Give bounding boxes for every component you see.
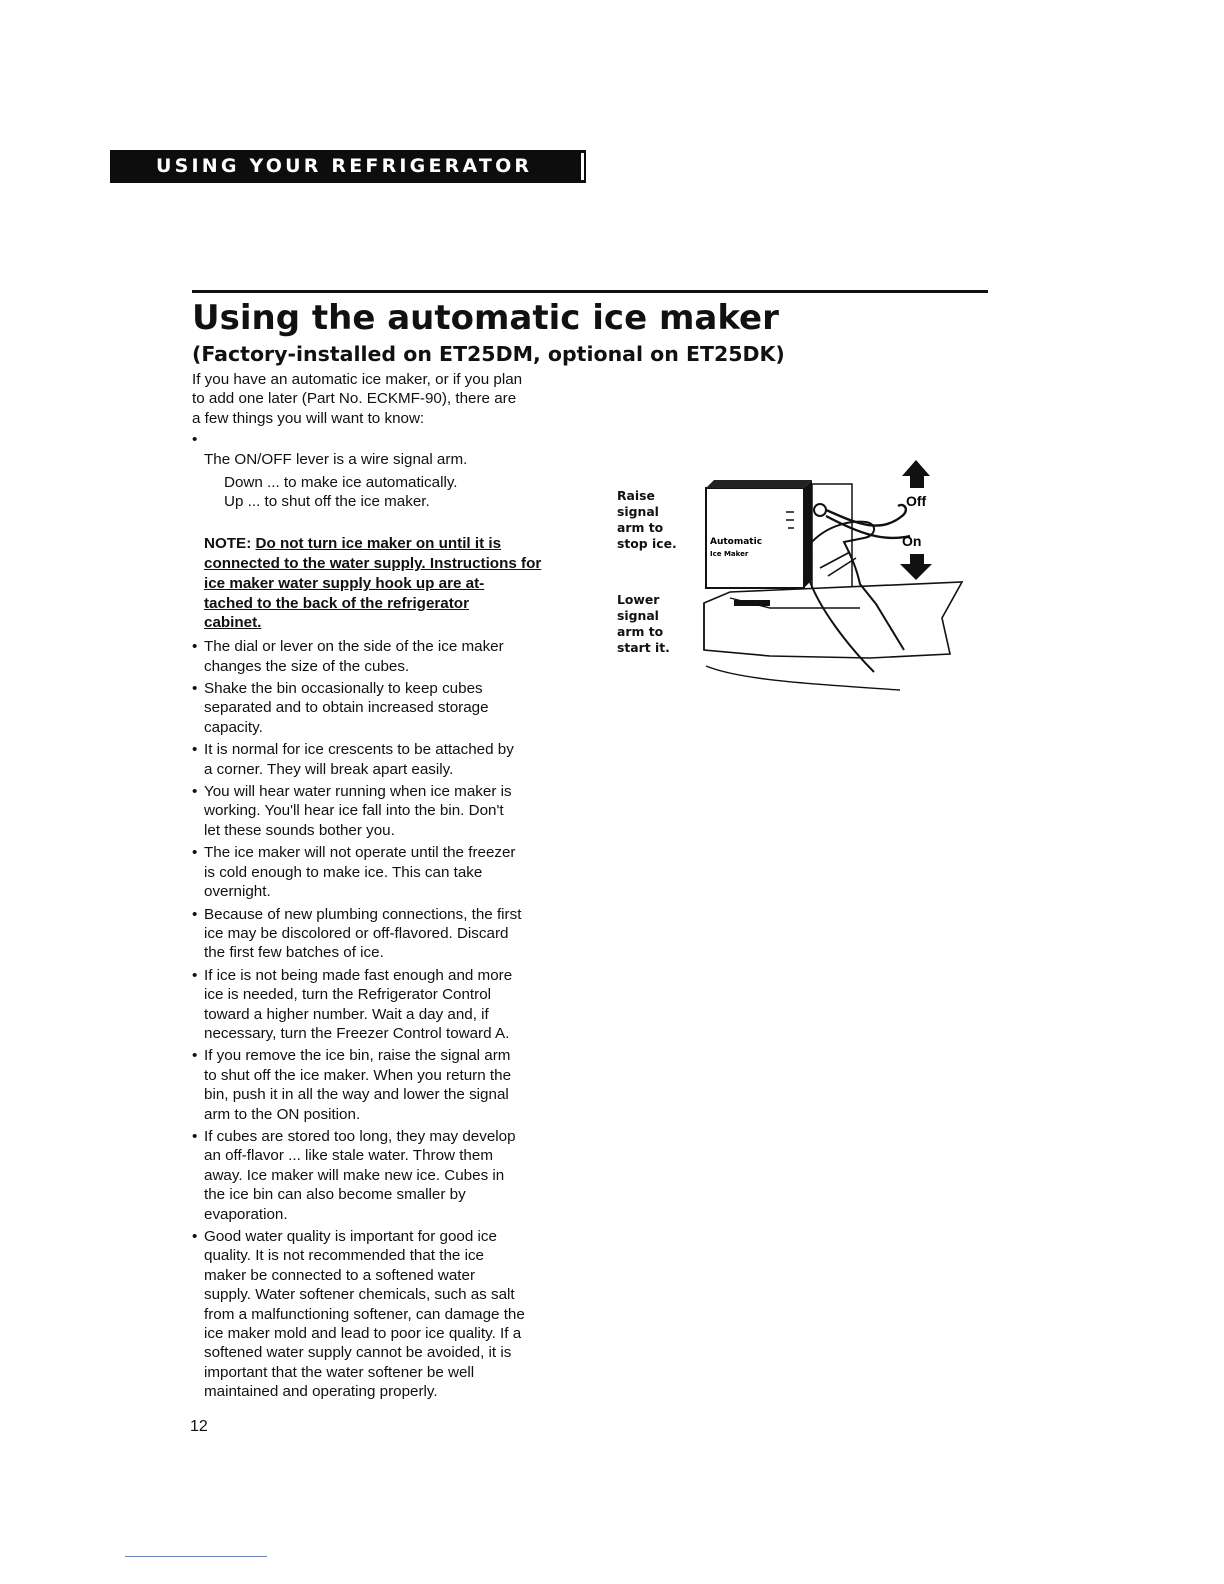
arrow-down-icon	[900, 564, 932, 580]
list-item: • Because of new plumbing connections, the first ice may be discolored or off-flavored. Discard the first few batches of ice.	[192, 905, 592, 963]
on-label: On	[902, 533, 922, 549]
list-item: • If ice is not being made fast enough and more ice is needed, turn the Refrigerator Control toward a higher number. Wait a day and, if necessary, turn the Freezer Control toward A.	[192, 966, 592, 1044]
page-number: 12	[190, 1418, 208, 1435]
list-item: • Good water quality is important for good ice quality. It is not recommended that the ice maker be connected to a softened water supply. Water softener chemicals, such as salt from a malfunctioning softener, can damage the ice maker mold and lead to poor ice quality. If a softened water supply cannot be avoided, it is important that the water softener be well maintained and operating properly.	[192, 1227, 592, 1402]
list-item-text: The ON/OFF lever is a wire signal arm.	[204, 450, 468, 468]
list-item: • The ice maker will not operate until the freezer is cold enough to make ice. This can take overnight.	[192, 843, 592, 901]
list-item: • It is normal for ice crescents to be attached by a corner. They will break apart easily.	[192, 740, 592, 779]
list-item	[192, 430, 592, 531]
section-banner	[110, 150, 586, 183]
page-subtitle: (Factory-installed on ET25DM, optional on ET25DK)	[192, 342, 785, 366]
arrow-up-icon	[902, 460, 930, 476]
footer-line	[125, 1556, 267, 1557]
title-rule	[192, 290, 988, 293]
note-label: NOTE:	[204, 535, 252, 553]
unit-label-2: Ice Maker	[710, 550, 749, 558]
banner-end-bar	[581, 153, 584, 180]
unit-label-1: Automatic	[710, 537, 763, 547]
page-title: Using the automatic ice maker	[192, 298, 779, 338]
arrow-up-stem	[910, 476, 924, 488]
arrow-down-stem	[910, 554, 924, 564]
body-text	[192, 370, 592, 1405]
note	[204, 534, 592, 633]
off-label: Off	[906, 493, 927, 509]
ice-maker-illustration	[700, 458, 970, 698]
list-item: • The dial or lever on the side of the ice maker changes the size of the cubes.	[192, 637, 592, 676]
raise-caption: Raise signal arm to stop ice.	[617, 488, 677, 551]
list-item: • If you remove the ice bin, raise the signal arm to shut off the ice maker. When you return the bin, push it in all the way and lower the signal arm to the ON position.	[192, 1046, 592, 1124]
intro-paragraph: If you have an automatic ice maker, or if you plan to add one later (Part No. ECKMF-90), there are a few things you will want to know:	[192, 371, 523, 427]
lower-caption: Lower signal arm to start it.	[617, 592, 670, 655]
list-item: • Shake the bin occasionally to keep cubes separated and to obtain increased storage capacity.	[192, 679, 592, 737]
list-item: • You will hear water running when ice maker is working. You'll hear ice fall into the bin. Don't let these sounds bother you.	[192, 782, 592, 840]
lever-positions: Down ... to make ice automatically. Up ... to shut off the ice maker.	[224, 474, 458, 511]
section-banner-text: USING YOUR REFRIGERATOR	[156, 155, 533, 177]
list-item: • If cubes are stored too long, they may develop an off-flavor ... like stale water. Throw them away. Ice maker will make new ice. Cubes in the ice bin can also become smaller by evaporation.	[192, 1127, 592, 1224]
ice-bin-icon	[704, 582, 962, 690]
note-text: Do not turn ice maker on until it is connected to the water supply. Instructions for ice maker water supply hook up are at- tached to the back of the refrigerator cabinet.	[204, 535, 542, 632]
